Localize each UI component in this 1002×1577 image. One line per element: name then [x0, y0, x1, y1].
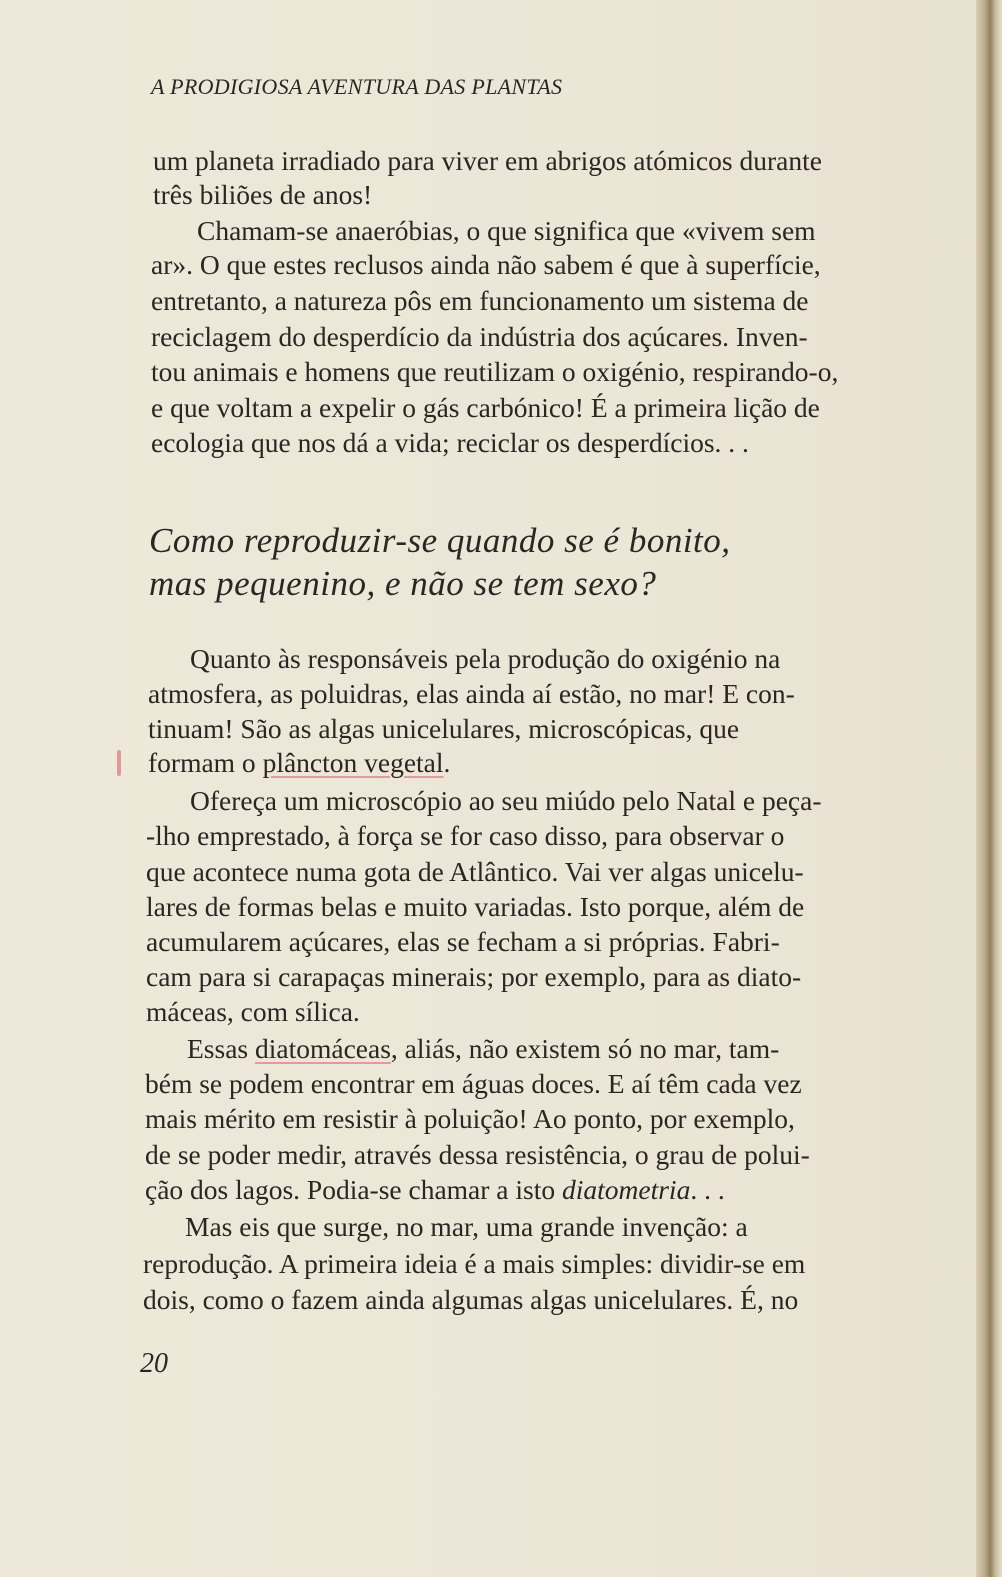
text-line: tinuam! São as algas unicelulares, microscópicas, que — [148, 713, 740, 744]
text-line: Mas eis que surge, no mar, uma grande invenção: a — [185, 1211, 748, 1242]
text-line — [148, 746, 450, 780]
text-line: tou animais e homens que reutilizam o oxigénio, respirando-o, — [151, 356, 839, 387]
text-line: entretanto, a natureza pôs em funcionamento um sistema de — [151, 285, 809, 316]
section-heading-line-1: Como reproduzir-se quando se é bonito, — [149, 521, 731, 560]
text-line: acumularem açúcares, elas se fecham a si próprias. Fabri- — [146, 926, 780, 957]
highlighted-term: diatomáceas — [255, 1033, 391, 1064]
text-line: ar». O que estes reclusos ainda não sabem é que à superfície, — [151, 249, 821, 280]
text-run: ção dos lagos. Podia-se chamar a isto — [145, 1174, 562, 1205]
text-line: máceas, com sílica. — [146, 996, 360, 1027]
text-line: de se poder medir, através dessa resistência, o grau de polui- — [145, 1139, 810, 1170]
text-line: Ofereça um microscópio ao seu miúdo pelo Natal e peça- — [190, 785, 822, 816]
text-line: mais mérito em resistir à poluição! Ao ponto, por exemplo, — [145, 1103, 795, 1134]
highlighted-term: plâncton vegetal — [262, 747, 444, 778]
text-line: ecologia que nos dá a vida; reciclar os desperdícios. . . — [151, 427, 749, 458]
text-line: dois, como o fazem ainda algumas algas unicelulares. É, no — [143, 1284, 799, 1315]
text-line: que acontece numa gota de Atlântico. Vai ver algas unicelu- — [146, 856, 804, 887]
text-line: cam para si carapaças minerais; por exemplo, para as diato- — [146, 961, 802, 992]
text-line: lares de formas belas e muito variadas. Isto porque, além de — [146, 891, 805, 922]
text-line: e que voltam a expelir o gás carbónico! É a primeira lição de — [151, 392, 820, 423]
text-line — [145, 1173, 725, 1207]
text-run: . — [443, 747, 451, 778]
running-head: A PRODIGIOSA AVENTURA DAS PLANTAS — [151, 74, 563, 99]
text-run: formam o — [148, 747, 263, 778]
margin-highlight-mark — [117, 750, 121, 776]
text-run: . . . — [690, 1174, 725, 1205]
text-line: bém se podem encontrar em águas doces. E aí têm cada vez — [145, 1068, 802, 1099]
text-line: atmosfera, as poluidras, elas ainda aí estão, no mar! E con- — [148, 678, 795, 709]
text-line: reciclagem do desperdício da indústria dos açúcares. Inven- — [151, 321, 808, 352]
text-line: Chamam-se anaeróbias, o que significa que «vivem sem — [197, 215, 816, 246]
text-line: três biliões de anos! — [153, 179, 373, 210]
text-line: -lho emprestado, à força se for caso disso, para observar o — [146, 820, 785, 851]
text-line: Quanto às responsáveis pela produção do oxigénio na — [190, 643, 781, 674]
section-heading-line-2: mas pequenino, e não se tem sexo? — [149, 564, 657, 603]
italic-term: diatometria — [561, 1174, 691, 1205]
text-run: , aliás, não existem só no mar, tam- — [390, 1033, 780, 1064]
page-number: 20 — [140, 1348, 168, 1379]
text-line: um planeta irradiado para viver em abrigos atómicos durante — [153, 145, 822, 176]
text-run: Essas — [187, 1033, 255, 1064]
text-line — [187, 1032, 779, 1066]
book-spine-edge — [976, 0, 1002, 1577]
text-line: reprodução. A primeira ideia é a mais simples: dividir-se em — [143, 1248, 806, 1279]
